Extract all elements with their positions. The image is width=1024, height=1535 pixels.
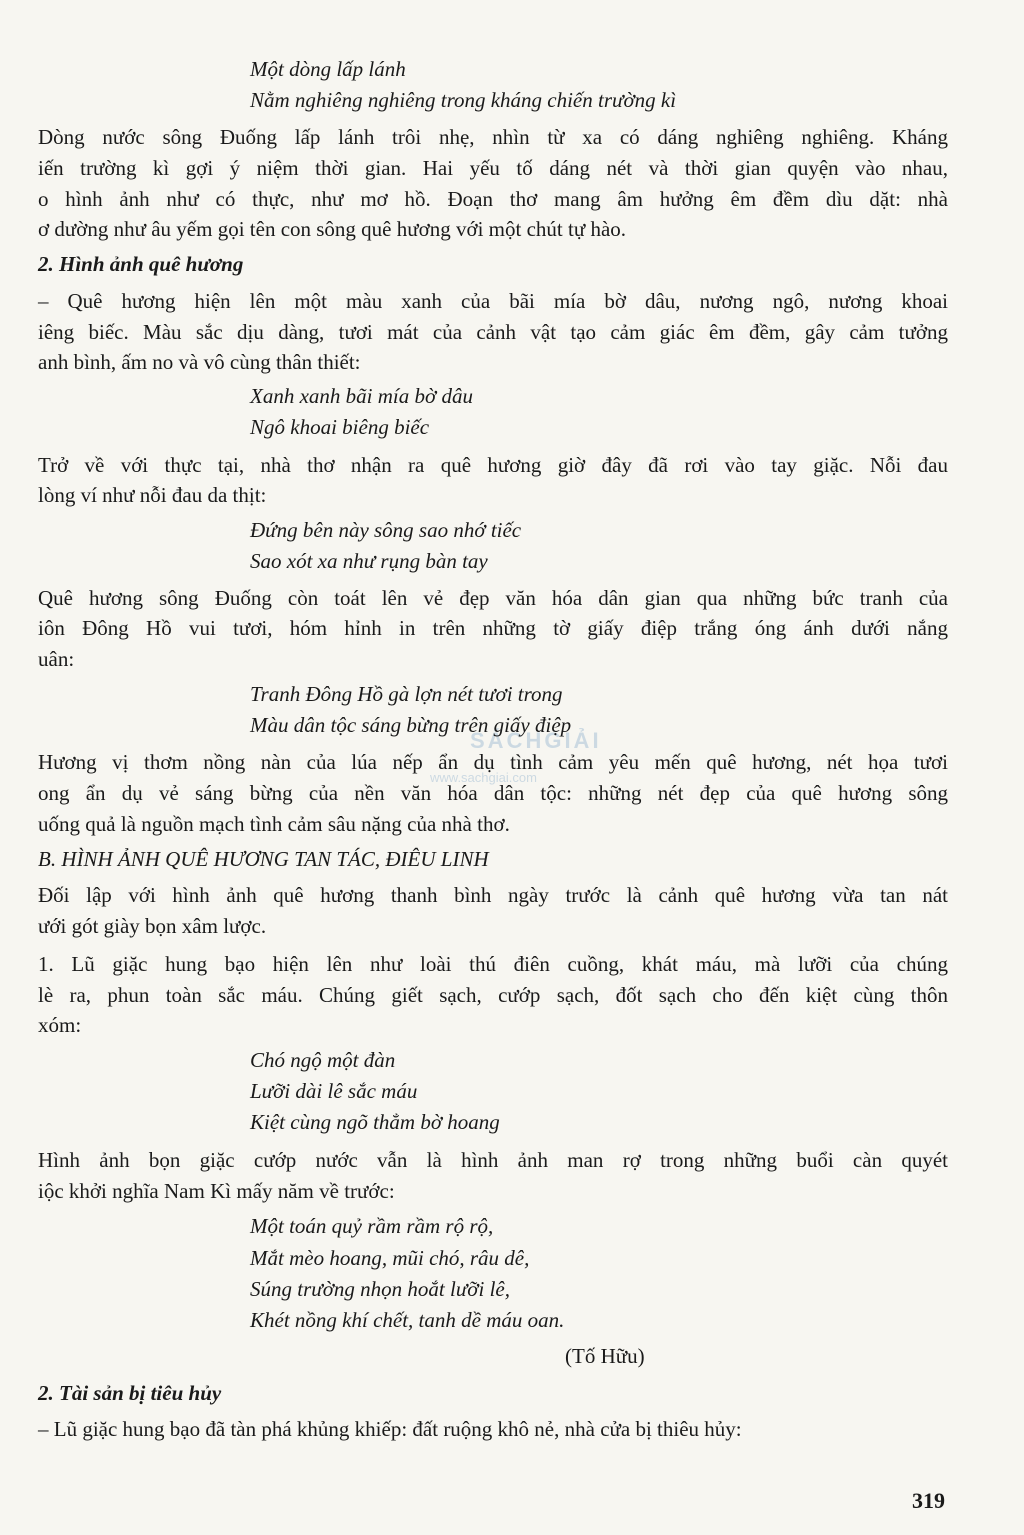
section-heading: 2. Tài sản bị tiêu hủy — [38, 1381, 222, 1405]
paragraph-line: – Quê hương hiện lên một màu xanh của bãi mía bờ dâu, nương ngô, nương khoai — [38, 289, 948, 313]
paragraph-line: o hình ảnh như có thực, như mơ hồ. Đoạn thơ mang âm hưởng êm đềm dìu dặt: nhà — [38, 187, 948, 211]
watermark-url: www.sachgiai.com — [430, 770, 537, 785]
section-heading: B. HÌNH ẢNH QUÊ HƯƠNG TAN TÁC, ĐIÊU LINH — [38, 847, 489, 871]
verse-line: Mắt mèo hoang, mũi chó, râu dê, — [250, 1246, 530, 1270]
paragraph-line: 1. Lũ giặc hung bạo hiện lên như loài thú điên cuồng, khát máu, mà lưỡi của chúng — [38, 952, 948, 976]
paragraph-line: Hương vị thơm nồng nàn của lúa nếp ẩn dụ tình cảm yêu mến quê hương, nét họa tươi — [38, 750, 948, 774]
paragraph-line: Quê hương sông Đuống còn toát lên vẻ đẹp văn hóa dân gian qua những bức tranh của — [38, 586, 948, 610]
verse-line: Màu dân tộc sáng bừng trên giấy điệp — [250, 713, 572, 737]
paragraph-line: Dòng nước sông Đuống lấp lánh trôi nhẹ, nhìn từ xa có dáng nghiêng nghiêng. Kháng — [38, 125, 948, 149]
verse-line: Khét nồng khí chết, tanh dề máu oan. — [250, 1308, 565, 1332]
paragraph-line: anh bình, ấm no và vô cùng thân thiết: — [38, 350, 361, 374]
paragraph-line: lè ra, phun toàn sắc máu. Chúng giết sạch, cướp sạch, đốt sạch cho đến kiệt cùng thôn — [38, 983, 948, 1007]
verse-line: Sao xót xa như rụng bàn tay — [250, 549, 488, 573]
verse-line: Súng trường nhọn hoắt lưỡi lê, — [250, 1277, 510, 1301]
paragraph-line: iôn Đông Hồ vui tươi, hóm hỉnh in trên những tờ giấy điệp trắng óng ánh dưới nắng — [38, 616, 948, 640]
verse-line: Một toán quỷ rầm rầm rộ rộ, — [250, 1214, 494, 1238]
verse-line: Kiệt cùng ngõ thẳm bờ hoang — [250, 1110, 500, 1134]
verse-line: Chó ngộ một đàn — [250, 1048, 396, 1072]
paragraph-line: ơ dường như âu yếm gọi tên con sông quê hương với một chút tự hào. — [38, 217, 627, 241]
paragraph-line: ong ẩn dụ vẻ sáng bừng của nền văn hóa dân tộc: những nét đẹp của quê hương sông — [38, 781, 948, 805]
paragraph-line: iộc khởi nghĩa Nam Kì mấy năm về trước: — [38, 1179, 395, 1203]
paragraph-line: iến trường kì gợi ý niệm thời gian. Hai yếu tố dáng nét và thời gian quyện vào nhau, — [38, 156, 948, 180]
paragraph-line: iêng biếc. Màu sắc dịu dàng, tươi mát của cảnh vật tạo cảm giác êm đềm, gây cảm tưởng — [38, 320, 948, 344]
paragraph-line: uân: — [38, 647, 75, 671]
page-number: 319 — [912, 1488, 945, 1513]
verse-line: Đứng bên này sông sao nhớ tiếc — [250, 518, 522, 542]
verse-line: Tranh Đông Hồ gà lợn nét tươi trong — [250, 682, 563, 706]
paragraph-line: xóm: — [38, 1013, 82, 1037]
paragraph-line: Hình ảnh bọn giặc cướp nước vẫn là hình ảnh man rợ trong những buổi càn quyét — [38, 1148, 948, 1172]
verse-line: Nằm nghiêng nghiêng trong kháng chiến trường kì — [250, 88, 677, 112]
verse-line: Một dòng lấp lánh — [250, 57, 406, 81]
paragraph-line: Trở về với thực tại, nhà thơ nhận ra quê hương giờ đây đã rơi vào tay giặc. Nỗi đau — [38, 453, 948, 477]
verse-line: Lưỡi dài lê sắc máu — [250, 1079, 418, 1103]
verse-line: Ngô khoai biêng biếc — [250, 415, 430, 439]
paragraph-line: ưới gót giày bọn xâm lược. — [38, 914, 267, 938]
verse-line: Xanh xanh bãi mía bờ dâu — [250, 384, 473, 408]
watermark-brand: SÁCHGIẢI — [470, 728, 602, 753]
paragraph-line: lòng ví như nỗi đau da thịt: — [38, 483, 267, 507]
section-heading: 2. Hình ảnh quê hương — [38, 252, 244, 276]
paragraph-line: – Lũ giặc hung bạo đã tàn phá khủng khiếp: đất ruộng khô nẻ, nhà cửa bị thiêu hủy: — [38, 1417, 742, 1441]
attribution: (Tố Hữu) — [565, 1344, 645, 1368]
paragraph-line: uống quả là nguồn mạch tình cảm sâu nặng của nhà thơ. — [38, 812, 510, 836]
paragraph-line: Đối lập với hình ảnh quê hương thanh bình ngày trước là cảnh quê hương vừa tan nát — [38, 883, 948, 907]
